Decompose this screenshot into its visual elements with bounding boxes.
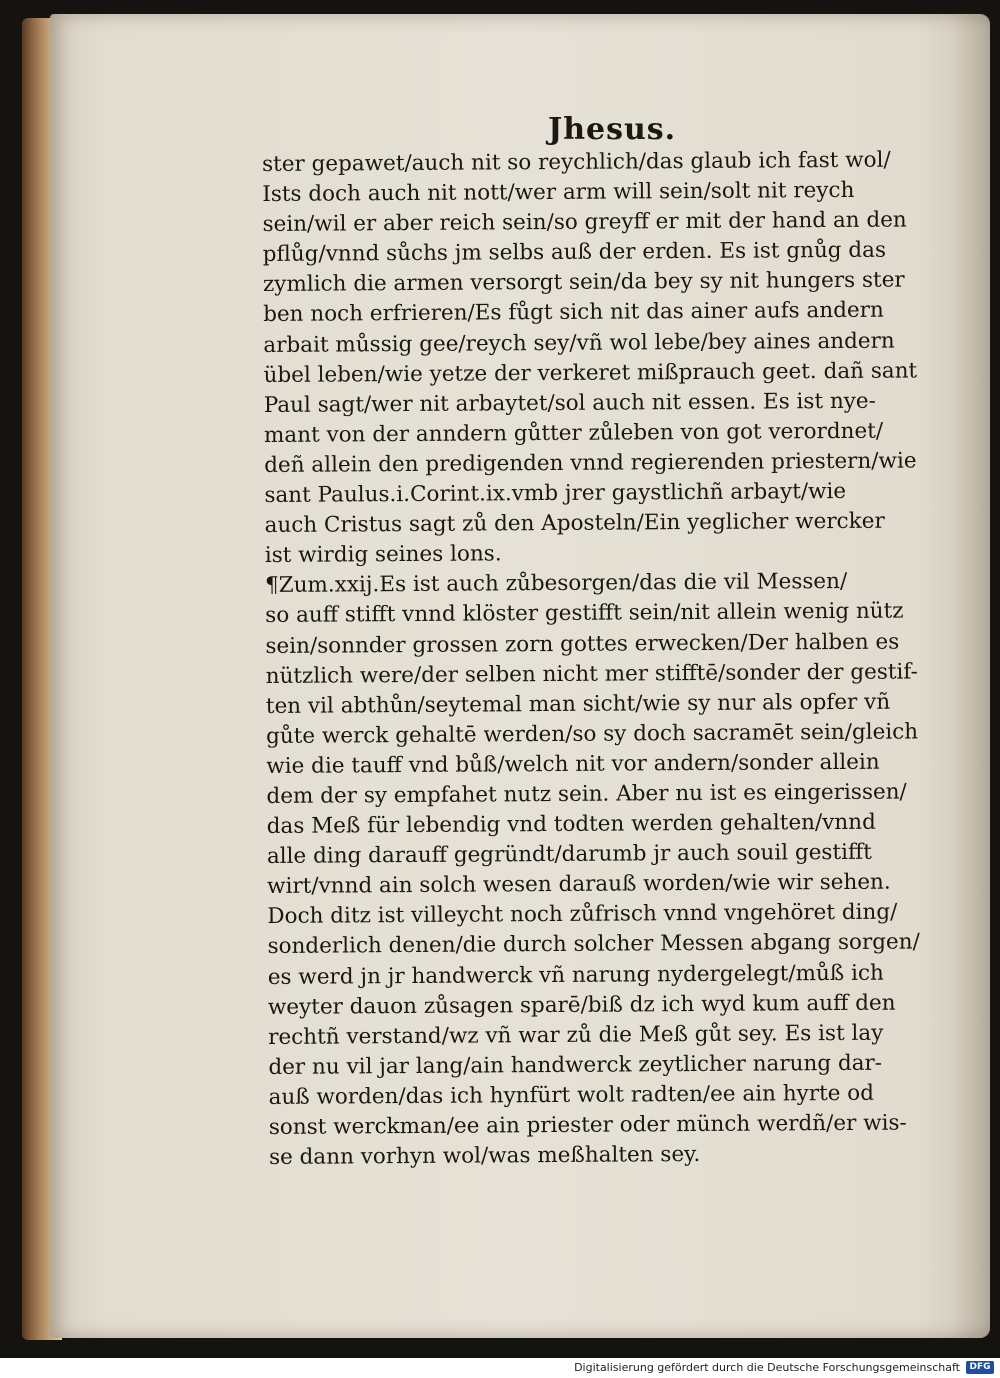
- text-line: ten vil abthůn/seytemal man sicht/wie sy nur als opfer vñ: [265, 689, 891, 719]
- text-line: ¶Zum.xxij.Es ist auch zůbesorgen/das die vil Messen/: [264, 569, 848, 599]
- funding-credit: Digitalisierung gefördert durch die Deutsche Forschungsgemeinschaft: [574, 1361, 960, 1374]
- text-line: sonderlich denen/die durch solcher Messen abgang sorgen/: [267, 929, 920, 960]
- text-line: se dann vorhyn wol/was meßhalten sey.: [268, 1142, 701, 1171]
- text-line: auß worden/das ich hynfürt wolt radten/ee ain hyrte od: [268, 1080, 875, 1110]
- text-line: auch Cristus sagt zů den Aposteln/Ein yeglicher wercker: [264, 508, 885, 539]
- text-line: pflůg/vnnd sůchs jm selbs auß der erden. Es ist gnůg das: [262, 237, 887, 268]
- dfg-logo-icon: DFG: [966, 1361, 994, 1374]
- text-line: gůte werck gehaltē werden/so sy doch sacramēt sein/gleich: [266, 719, 919, 749]
- text-line: Doch ditz ist villeycht noch zůfrisch vnnd vngehöret ding/: [267, 899, 898, 930]
- text-line: sein/wil er aber reich sein/so greyff er mit der hand an den: [262, 207, 907, 238]
- text-line: mant von der anndern gůtter zůleben von got verordnet/: [263, 418, 884, 448]
- running-head: Jhesus.: [548, 112, 677, 147]
- footer: [0, 1358, 1000, 1378]
- text-line: sein/sonnder grossen zorn gottes erwecken/Der halben es: [265, 629, 900, 659]
- text-line: weyter dauon zůsagen sparē/biß dz ich wyd kum auff den: [267, 990, 896, 1020]
- text-line: der nu vil jar lang/ain handwerck zeytlicher narung dar-: [268, 1050, 883, 1080]
- text-line: wie die tauff vnd bůß/welch nit vor andern/sonder allein: [266, 749, 880, 779]
- text-line: sonst werckman/ee ain priester oder münch werdñ/er wis-: [268, 1110, 907, 1140]
- text-line: so auff stifft vnnd klöster gestifft sein/nit allein wenig nütz: [265, 598, 904, 629]
- text-line: alle ding darauff gegründt/darumb jr auch souil gestifft: [266, 839, 872, 870]
- text-line: übel leben/wie yetze der verkeret mißprauch geet. dañ sant: [263, 358, 918, 388]
- text-line: ster gepawet/auch nit so reychlich/das glaub ich fast wol/: [262, 147, 891, 177]
- text-line: dem der sy empfahet nutz sein. Aber nu ist es eingerissen/: [266, 779, 907, 809]
- text-line: arbait můssig gee/reych sey/vñ wol lebe/bey aines andern: [263, 328, 895, 358]
- text-line: deñ allein den predigenden vnnd regierenden priestern/wie: [264, 448, 917, 478]
- text-line: sant Paulus.i.Corint.ix.vmb jrer gaystlichñ arbayt/wie: [264, 478, 847, 509]
- text-line: das Meß für lebendig vnd todten werden gehalten/vnnd: [266, 809, 876, 840]
- text-line: wirt/vnnd ain solch wesen darauß worden/wie wir sehen.: [267, 869, 891, 900]
- text-line: rechtñ verstand/wz vñ war zů die Meß gůt sey. Es ist lay: [268, 1020, 884, 1050]
- text-line: Paul sagt/wer nit arbaytet/sol auch nit essen. Es ist nye-: [263, 388, 876, 418]
- page-text: [262, 145, 969, 1173]
- text-line: nützlich were/der selben nicht mer stifftē/sonder der gestif-: [265, 659, 918, 689]
- text-line: zymlich die armen versorgt sein/da bey sy nit hungers ster: [262, 267, 905, 298]
- text-line: Ists doch auch nit nott/wer arm will sein/solt nit reych: [262, 177, 855, 208]
- text-line: es werd jn jr handwerck vñ narung nydergelegt/můß ich: [267, 960, 884, 990]
- text-line: ben noch erfrieren/Es fůgt sich nit das ainer aufs andern: [263, 298, 884, 328]
- text-line: ist wirdig seines lons.: [264, 541, 502, 569]
